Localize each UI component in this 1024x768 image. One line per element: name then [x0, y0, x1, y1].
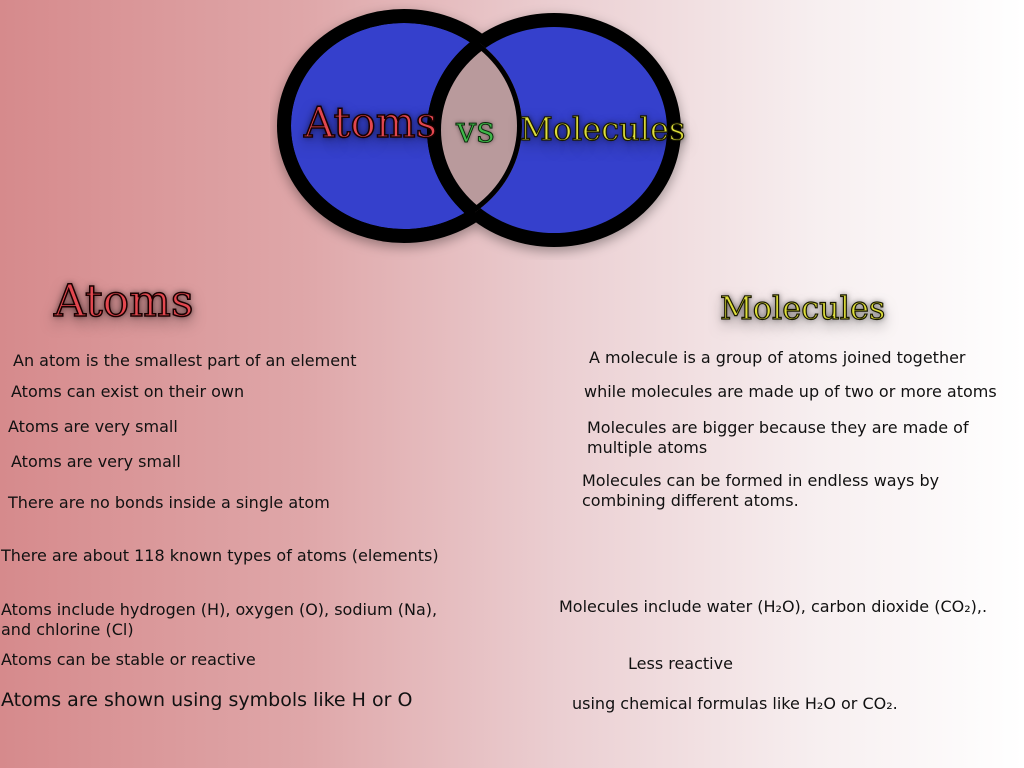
molecules-heading: Molecules — [720, 289, 886, 327]
atoms-heading: Atoms — [54, 276, 194, 327]
atoms-fact-7: Atoms include hydrogen (H), oxygen (O), sodium (Na), and chlorine (Cl) — [1, 600, 438, 639]
atoms-fact-6: There are about 118 known types of atoms (elements) — [1, 546, 439, 565]
atoms-fact-5: There are no bonds inside a single atom — [8, 493, 330, 512]
banner-molecules-title: Molecules — [520, 110, 686, 148]
molecules-fact-5: Molecules include water (H₂O), carbon dioxide (CO₂),. — [559, 597, 988, 616]
atoms-fact-4: Atoms are very small — [11, 452, 181, 471]
venn-banner — [270, 0, 690, 260]
atoms-fact-8: Atoms can be stable or reactive — [1, 650, 256, 669]
molecules-fact-2: while molecules are made up of two or more atoms — [584, 382, 997, 401]
molecules-fact-3: Molecules are bigger because they are made of multiple atoms — [587, 418, 969, 457]
banner-vs-title: vs — [456, 110, 495, 151]
molecules-fact-1: A molecule is a group of atoms joined together — [589, 348, 966, 367]
atoms-fact-2: Atoms can exist on their own — [11, 382, 245, 401]
molecules-fact-7: using chemical formulas like H₂O or CO₂. — [572, 694, 898, 713]
banner-atoms-title: Atoms — [304, 98, 438, 147]
molecules-fact-4: Molecules can be formed in endless ways by combining different atoms. — [582, 471, 940, 510]
atoms-fact-1: An atom is the smallest part of an element — [13, 351, 357, 370]
atoms-fact-3: Atoms are very small — [8, 417, 178, 436]
atoms-fact-9: Atoms are shown using symbols like H or O — [1, 689, 413, 711]
molecules-fact-6: Less reactive — [628, 654, 733, 673]
